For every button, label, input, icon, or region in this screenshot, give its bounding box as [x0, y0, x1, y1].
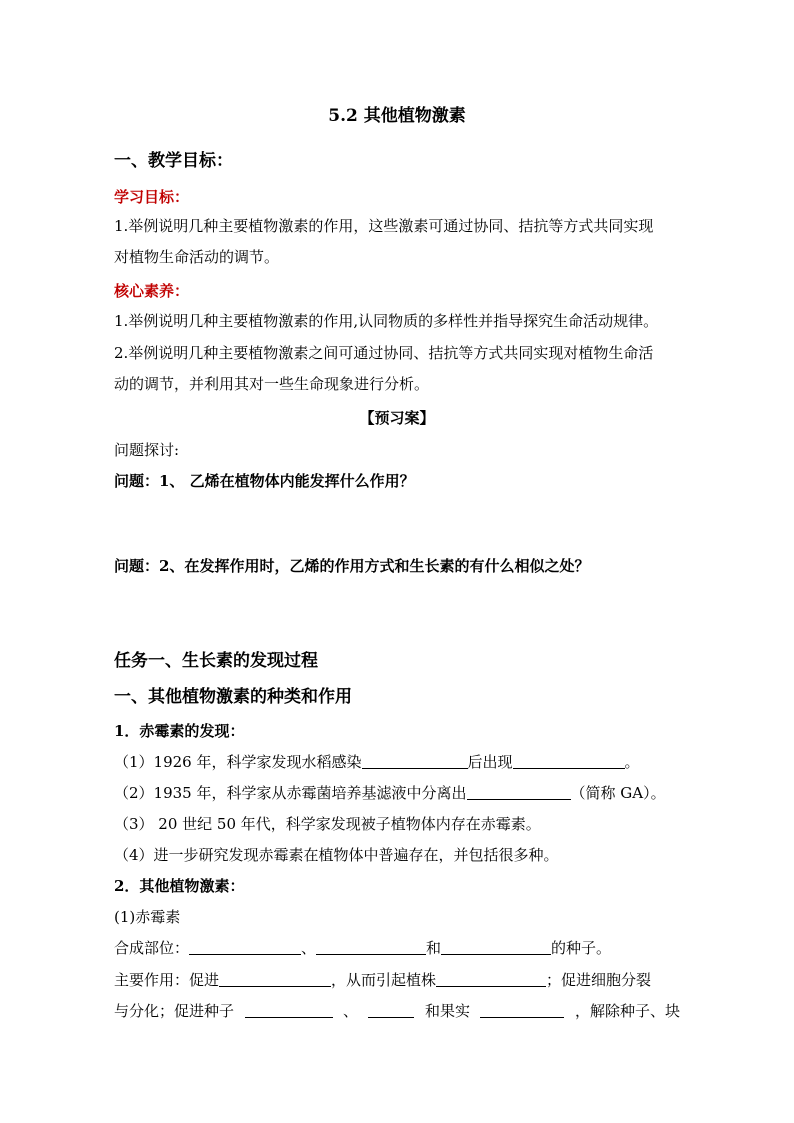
gibberellin-discovery-heading: 1．赤霉素的发现：	[114, 722, 245, 740]
fill-blank[interactable]	[513, 752, 625, 769]
synthesis-site-line	[114, 938, 611, 958]
core-1: 1.举例说明几种主要植物激素的作用,认同物质的多样性并指导探究生命活动规律。	[114, 312, 659, 330]
goal-1-line-1: 1.举例说明几种主要植物激素的作用，这些激素可通过协同、拮抗等方式共同实现	[114, 217, 654, 235]
site-text-a: 合成部位：	[114, 939, 190, 957]
func-text-c: ；促进细胞分裂	[546, 971, 652, 989]
discovery-item-1	[114, 752, 640, 772]
site-text-d: 的种子。	[551, 939, 612, 957]
discovery-1-text-c: 。	[624, 753, 640, 771]
discovery-1-text-a: （1）1926 年，科学家发现水稻感染	[114, 753, 362, 771]
discovery-item-4: （4）进一步研究发现赤霉素在植物体中普遍存在，并包括很多种。	[114, 846, 559, 864]
fill-blank[interactable]	[316, 938, 426, 955]
func2-text-a: 与分化；促进种子	[114, 1002, 235, 1020]
section-teaching-goals: 一、教学目标：	[114, 151, 233, 171]
func-text-b: ，从而引起植株	[331, 971, 437, 989]
main-function-line-2	[114, 1001, 680, 1021]
task-1-heading: 任务一、生长素的发现过程	[114, 651, 318, 671]
page-title: 5.2 其他植物激素	[328, 106, 466, 126]
func2-text-b: 、	[342, 1002, 358, 1020]
core-literacy-label: 核心素养：	[114, 282, 190, 300]
discovery-1-text-b: 后出现	[467, 753, 513, 771]
preview-heading: 【预习案】	[359, 409, 435, 427]
fill-blank[interactable]	[467, 783, 571, 800]
discovery-2-text-a: （2）1935 年，科学家从赤霉菌培养基滤液中分离出	[114, 784, 467, 802]
discovery-item-2	[114, 783, 666, 803]
question-2: 问题：2、在发挥作用时，乙烯的作用方式和生长素的有什么相似之处？	[114, 557, 590, 575]
fill-blank[interactable]	[362, 752, 468, 769]
fill-blank[interactable]	[245, 1001, 333, 1018]
site-text-b: 、	[301, 939, 317, 957]
core-2-line-2: 动的调节，并利用其对一些生命现象进行分析。	[114, 375, 430, 393]
fill-blank[interactable]	[480, 1001, 564, 1018]
core-2-line-1: 2.举例说明几种主要植物激素之间可通过协同、拮抗等方式共同实现对植物生命活	[114, 344, 654, 362]
fill-blank[interactable]	[368, 1001, 414, 1018]
func-text-a: 主要作用：促进	[114, 971, 220, 989]
other-hormones-heading: 2．其他植物激素：	[114, 877, 245, 895]
discussion-label: 问题探讨:	[114, 441, 180, 459]
discovery-2-text-b: （简称 GA）。	[570, 784, 666, 802]
fill-blank[interactable]	[219, 970, 331, 987]
func2-text-c: 和果实	[424, 1002, 470, 1020]
site-text-c: 和	[426, 939, 442, 957]
fill-blank[interactable]	[436, 970, 546, 987]
discovery-item-3: （3） 20 世纪 50 年代，科学家发现被子植物体内存在赤霉素。	[114, 815, 541, 833]
func2-text-d: ，解除种子、块	[574, 1002, 680, 1020]
learning-goal-label: 学习目标：	[114, 188, 190, 206]
gibberellin-subheading: (1)赤霉素	[114, 908, 181, 926]
main-function-line-1	[114, 970, 651, 990]
question-1: 问题：1、 乙烯在植物体内能发挥什么作用？	[114, 472, 415, 490]
goal-1-line-2: 对植物生命活动的调节。	[114, 248, 280, 266]
fill-blank[interactable]	[189, 938, 301, 955]
fill-blank[interactable]	[441, 938, 551, 955]
section-other-hormones: 一、其他植物激素的种类和作用	[114, 687, 352, 707]
